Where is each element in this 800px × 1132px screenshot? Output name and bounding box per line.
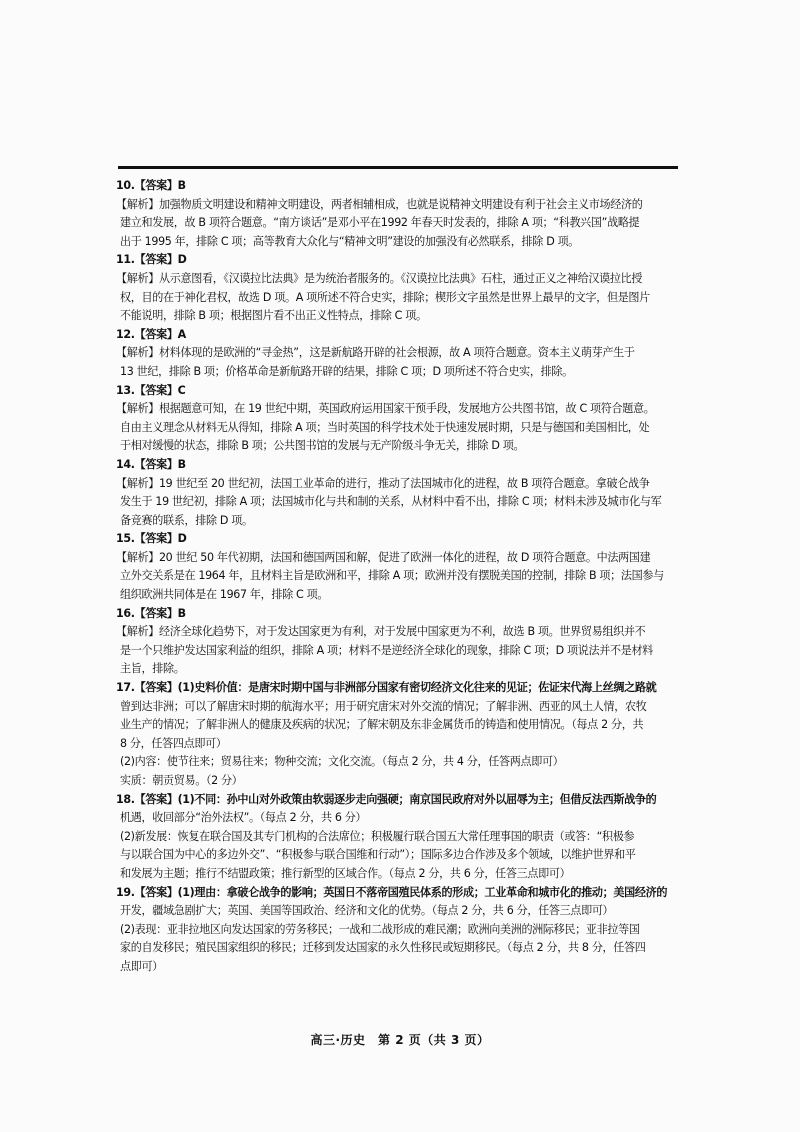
answer-heading: 13.【答案】C [116, 383, 186, 397]
explanation-line: 权，目的在于神化君权，故选 D 项。A 项所述不符合史实，排除；楔形文字虽然是世界上最早的文字，但是图片 [120, 290, 650, 304]
page-footer: 高三·历史 第 2 页（共 3 页） [310, 1033, 490, 1047]
answer-item [116, 456, 682, 530]
explanation-line: 实质：朝贡贸易。（2 分） [120, 774, 243, 787]
explanation-line: (2)新发展：恢复在联合国及其专门机构的合法席位；积极履行联合国五大常任理事国的职责（或答：“积极参 [120, 829, 635, 843]
explanation-line: 与以联合国为中心的多边外交”、“积极参与联合国维和行动”）；国际多边合作涉及多个领域，以维护世界和平 [120, 848, 636, 862]
explanation-line: 【解析】19 世纪至 20 世纪初，法国工业革命的进行，推动了法国城市化的进程，故 B 项符合题意。拿破仑战争 [116, 476, 650, 490]
explanation-line: 组织欧洲共同体是在 1967 年，排除 C 项。 [120, 588, 329, 602]
explanation-line: (2)表现：亚非拉地区向发达国家的劳务移民；一战和二战形成的难民潮；欧洲向美洲的洲际移民；亚非拉等国 [120, 922, 640, 936]
explanation-line: 机遇，收回部分“治外法权”。（每点 2 分，共 6 分） [120, 811, 367, 825]
answer-item [116, 177, 682, 251]
answer-heading: 18.【答案】(1)不同：孙中山对外政策由软弱逐步走向强硬；南京国民政府对外以屈辱为主；但借反法西斯战争的 [116, 792, 657, 806]
answer-item [116, 679, 682, 791]
answer-heading: 19.【答案】(1)理由：拿破仑战争的影响；英国日不落帝国殖民体系的形成；工业革命和城市化的推动；美国经济的 [116, 885, 668, 899]
explanation-line: 【解析】经济全球化趋势下，对于发达国家更为有利，对于发展中国家更为不利，故选 B 项。世界贸易组织并不 [116, 625, 646, 639]
explanation-line: 【解析】20 世纪 50 年代初期，法国和德国两国和解，促进了欧洲一体化的进程，故 D 项符合题意。中法两国建 [116, 550, 651, 564]
explanation-line: (2)内容：使节往来；贸易往来；物种交流；文化交流。（每点 2 分，共 4 分，任答两点即可） [120, 755, 564, 769]
explanation-line: 出于 1995 年，排除 C 项；高等教育大众化与“精神文明”建设的加强没有必然联系，排除 D 项。 [120, 234, 580, 248]
explanation-line: 于相对缓慢的状态，排除 B 项；公共图书馆的发展与无产阶级斗争无关，排除 D 项。 [120, 439, 525, 453]
explanation-line: 发生于 19 世纪初，排除 A 项；法国城市化与共和制的关系，从材料中看不出，排除 C 项；材料未涉及城市化与军 [120, 495, 662, 509]
explanation-line: 主旨，排除。 [120, 662, 185, 676]
explanation-line: 是一个只维护发达国家利益的组织，排除 A 项；材料不是逆经济全球化的现象，排除 C 项；D 项说法并不是材料 [120, 643, 653, 657]
header-rule [118, 166, 678, 169]
answer-heading: 15.【答案】D [116, 532, 187, 546]
answer-heading: 11.【答案】D [116, 253, 187, 267]
answer-item [116, 530, 682, 604]
explanation-line: 【解析】加强物质文明建设和精神文明建设，两者相辅相成，也就是说精神文明建设有利于社会主义市场经济的 [116, 197, 643, 211]
explanation-line: 和发展为主题；推行不结盟政策；推行新型的区域合作。（每点 2 分，共 6 分，任答三点即可） [120, 866, 571, 880]
explanation-line: 开发，疆域急剧扩大；英国、美国等国政治、经济和文化的优势。（每点 2 分，共 6 分，任答三点即可） [120, 904, 614, 918]
answer-heading: 12.【答案】A [116, 327, 186, 341]
explanation-line: 自由主义理念从材料无从得知，排除 A 项；当时英国的科学技术处于快速发展时期，只是与德国和美国相比，处 [120, 420, 650, 434]
answer-item [116, 382, 682, 456]
answer-heading: 17.【答案】(1)史料价值：是唐宋时期中国与非洲部分国家有密切经济文化往来的见证；佐证宋代海上丝绸之路就 [116, 681, 657, 695]
explanation-line: 【解析】根据题意可知，在 19 世纪中期，英国政府运用国家干预手段，发展地方公共图书馆，故 C 项符合题意。 [116, 402, 655, 416]
explanation-line: 建立和发展，故 B 项符合题意。“南方谈话”是邓小平在1992 年春天时发表的，排除 A 项；“科教兴国”战略提 [120, 216, 640, 230]
explanation-line: 立外交关系是在 1964 年，且材料主旨是欧洲和平，排除 A 项；欧洲并没有摆脱美国的控制，排除 B 项；法国参与 [120, 569, 664, 583]
explanation-line: 13 世纪，排除 B 项；价格革命是新航路开辟的结果，排除 C 项；D 项所述不符合史实，排除。 [120, 364, 573, 378]
explanation-line: 【解析】材料体现的是欧洲的“寻金热”，这是新航路开辟的社会根源，故 A 项符合题意。资本主义萌芽产生于 [116, 346, 635, 360]
answer-item [116, 791, 682, 884]
answer-heading: 10.【答案】B [116, 179, 186, 192]
answer-heading: 14.【答案】B [116, 457, 186, 471]
explanation-line: 不能说明，排除 B 项；根据图片看不出正义性特点，排除 C 项。 [120, 309, 427, 323]
answer-heading: 16.【答案】B [116, 606, 186, 620]
explanation-line: 8 分，任答四点即可） [120, 736, 227, 750]
explanation-line: 【解析】从示意图看，《汉谟拉比法典》是为统治者服务的。《汉谟拉比法典》石柱，通过正义之神给汉谟拉比授 [116, 271, 643, 285]
explanation-line: 家的自发移民；殖民国家组织的移民；迁移到发达国家的永久性移民或短期移民。（每点 2 分，共 8 分，任答四 [120, 941, 646, 955]
answer-item [116, 884, 682, 977]
answer-item [116, 605, 682, 679]
answer-content [116, 177, 682, 977]
explanation-line: 点即可） [120, 959, 163, 973]
answer-item [116, 251, 682, 325]
explanation-line: 备竞赛的联系，排除 D 项。 [120, 513, 253, 527]
explanation-line: 曾到达非洲；可以了解唐宋时期的航海水平；用于研究唐宋对外交流的情况；了解非洲、西亚的风土人情，农牧 [120, 699, 647, 713]
explanation-line: 业生产的情况；了解非洲人的健康及疾病的状况；了解宋朝及东非金属货币的铸造和使用情况。（每点 2 分，共 [120, 718, 644, 732]
answer-item [116, 326, 682, 382]
